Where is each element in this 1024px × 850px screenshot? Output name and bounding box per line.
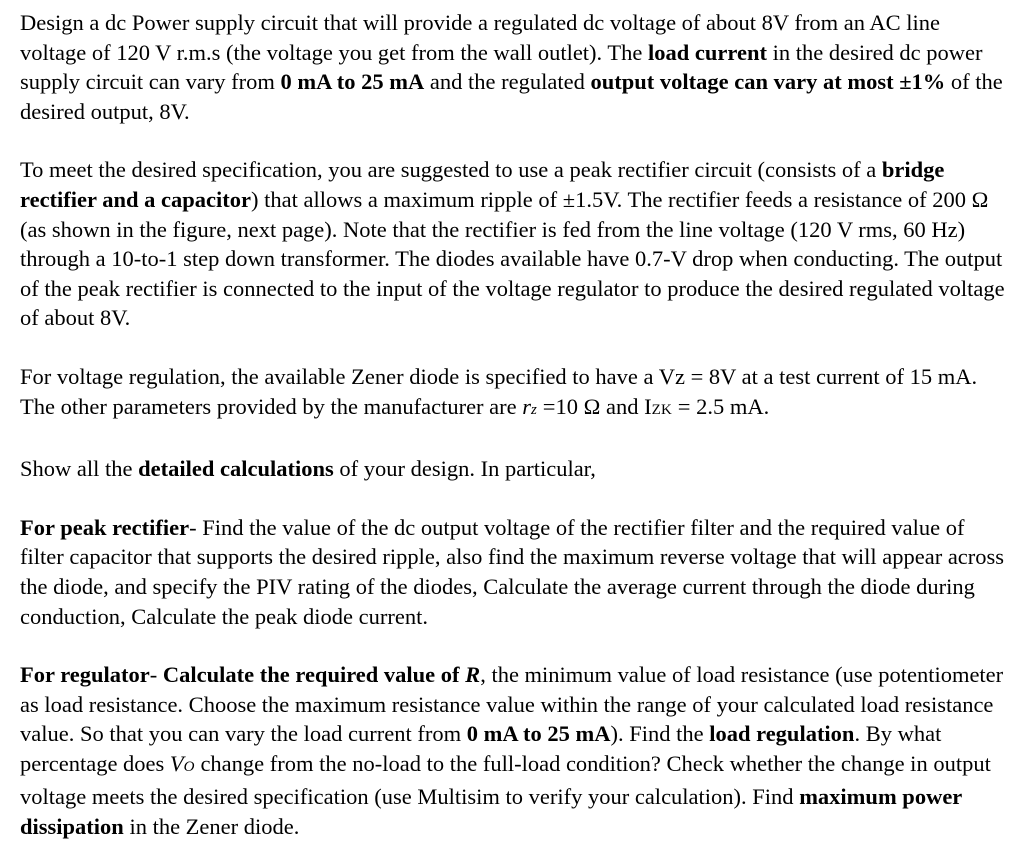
paragraph-peak-rectifier-tasks — [20, 513, 1010, 631]
paragraph-rectifier-spec — [20, 155, 1010, 333]
text: of your design. In particular, — [333, 456, 596, 482]
izk-subscript: ZK — [651, 401, 673, 418]
bold-calculate-r: Calculate the required value of R — [162, 662, 481, 688]
text: Design a dc Power supply circuit that will provide a regulated dc voltage of about 8V from an AC line voltage of 120 V r.m.s (the voltage you get from the wall outlet). The — [20, 10, 940, 65]
paragraph-design-requirements — [20, 8, 1010, 126]
text: ) that allows a maximum ripple of ±1.5V. The rectifier feeds a resistance of 200 Ω (as shown in the figure, next page). Note that the rectifier is fed from the line voltage (120 V rms, 60 Hz) through a 10-to-1 step down transformer. The diodes available have 0.7-V drop when conducting. The output of the peak rectifier is connected to the input of the voltage regulator to produce the desired regulated voltage of about 8V. — [20, 186, 1005, 331]
bold-detailed-calculations: detailed calculations — [138, 456, 334, 482]
text: To meet the desired specification, you are suggested to use a peak rectifier circuit (consists of a — [20, 157, 882, 183]
text: in the Zener diode. — [123, 814, 300, 840]
paragraph-regulator-tasks — [20, 660, 1010, 842]
bold-output-tolerance: output voltage can vary at most ±1% — [590, 69, 946, 95]
bold-current-range: 0 mA to 25 mA — [280, 69, 425, 95]
rz-symbol: rz — [522, 393, 538, 419]
text: Show all the — [20, 456, 139, 482]
text: , the minimum value of load resistance (use potentiometer as load resistance. Choose the maximum resistance value within the range of your calculated load resistance value. So that you can vary the load current from — [20, 662, 1004, 747]
bold-for-peak-rectifier: For peak rectifier — [20, 514, 190, 540]
bold-load-current: load current — [648, 39, 767, 65]
text: in the desired dc power supply circuit can vary from — [20, 39, 983, 95]
text: ). Find the — [610, 721, 710, 747]
text: - Find the value of the dc output voltage of the rectifier filter and the required value of filter capacitor that supports the desired ripple, also find the maximum reverse voltage that will appear across the diode, and specify the PIV rating of the diodes, Calculate the average current through the diode during conduction, Calculate the peak diode current. — [20, 514, 1005, 629]
paragraph-zener-spec — [20, 362, 1010, 425]
problem-document — [20, 8, 1010, 842]
text: For voltage regulation, the available Zener diode is specified to have a Vz = 8V at a test current of 15 mA. The other parameters provided by the manufacturer are — [20, 363, 978, 419]
text: change from the no-load to the full-load condition? Check whether the change in output voltage meets the desired specification (use Multisim to verify your calculation). Find — [20, 750, 991, 810]
text: and the regulated — [424, 69, 591, 95]
text: . By what percentage does — [20, 721, 942, 776]
bold-max-power-dissipation: maximum power dissipation — [20, 784, 962, 840]
paragraph-instructions — [20, 454, 1010, 484]
bold-for-regulator: For regulator — [20, 662, 150, 688]
bold-bridge-rectifier: bridge rectifier and a capacitor — [20, 157, 945, 212]
text: of the desired output, 8V. — [20, 69, 1003, 124]
bold-current-range: 0 mA to 25 mA — [466, 721, 611, 747]
text: = 2.5 mA. — [672, 393, 770, 419]
text: - — [149, 662, 163, 688]
bold-load-regulation: load regulation — [709, 721, 855, 747]
vo-symbol: VO — [169, 750, 195, 776]
text: =10 Ω and I — [537, 393, 652, 419]
